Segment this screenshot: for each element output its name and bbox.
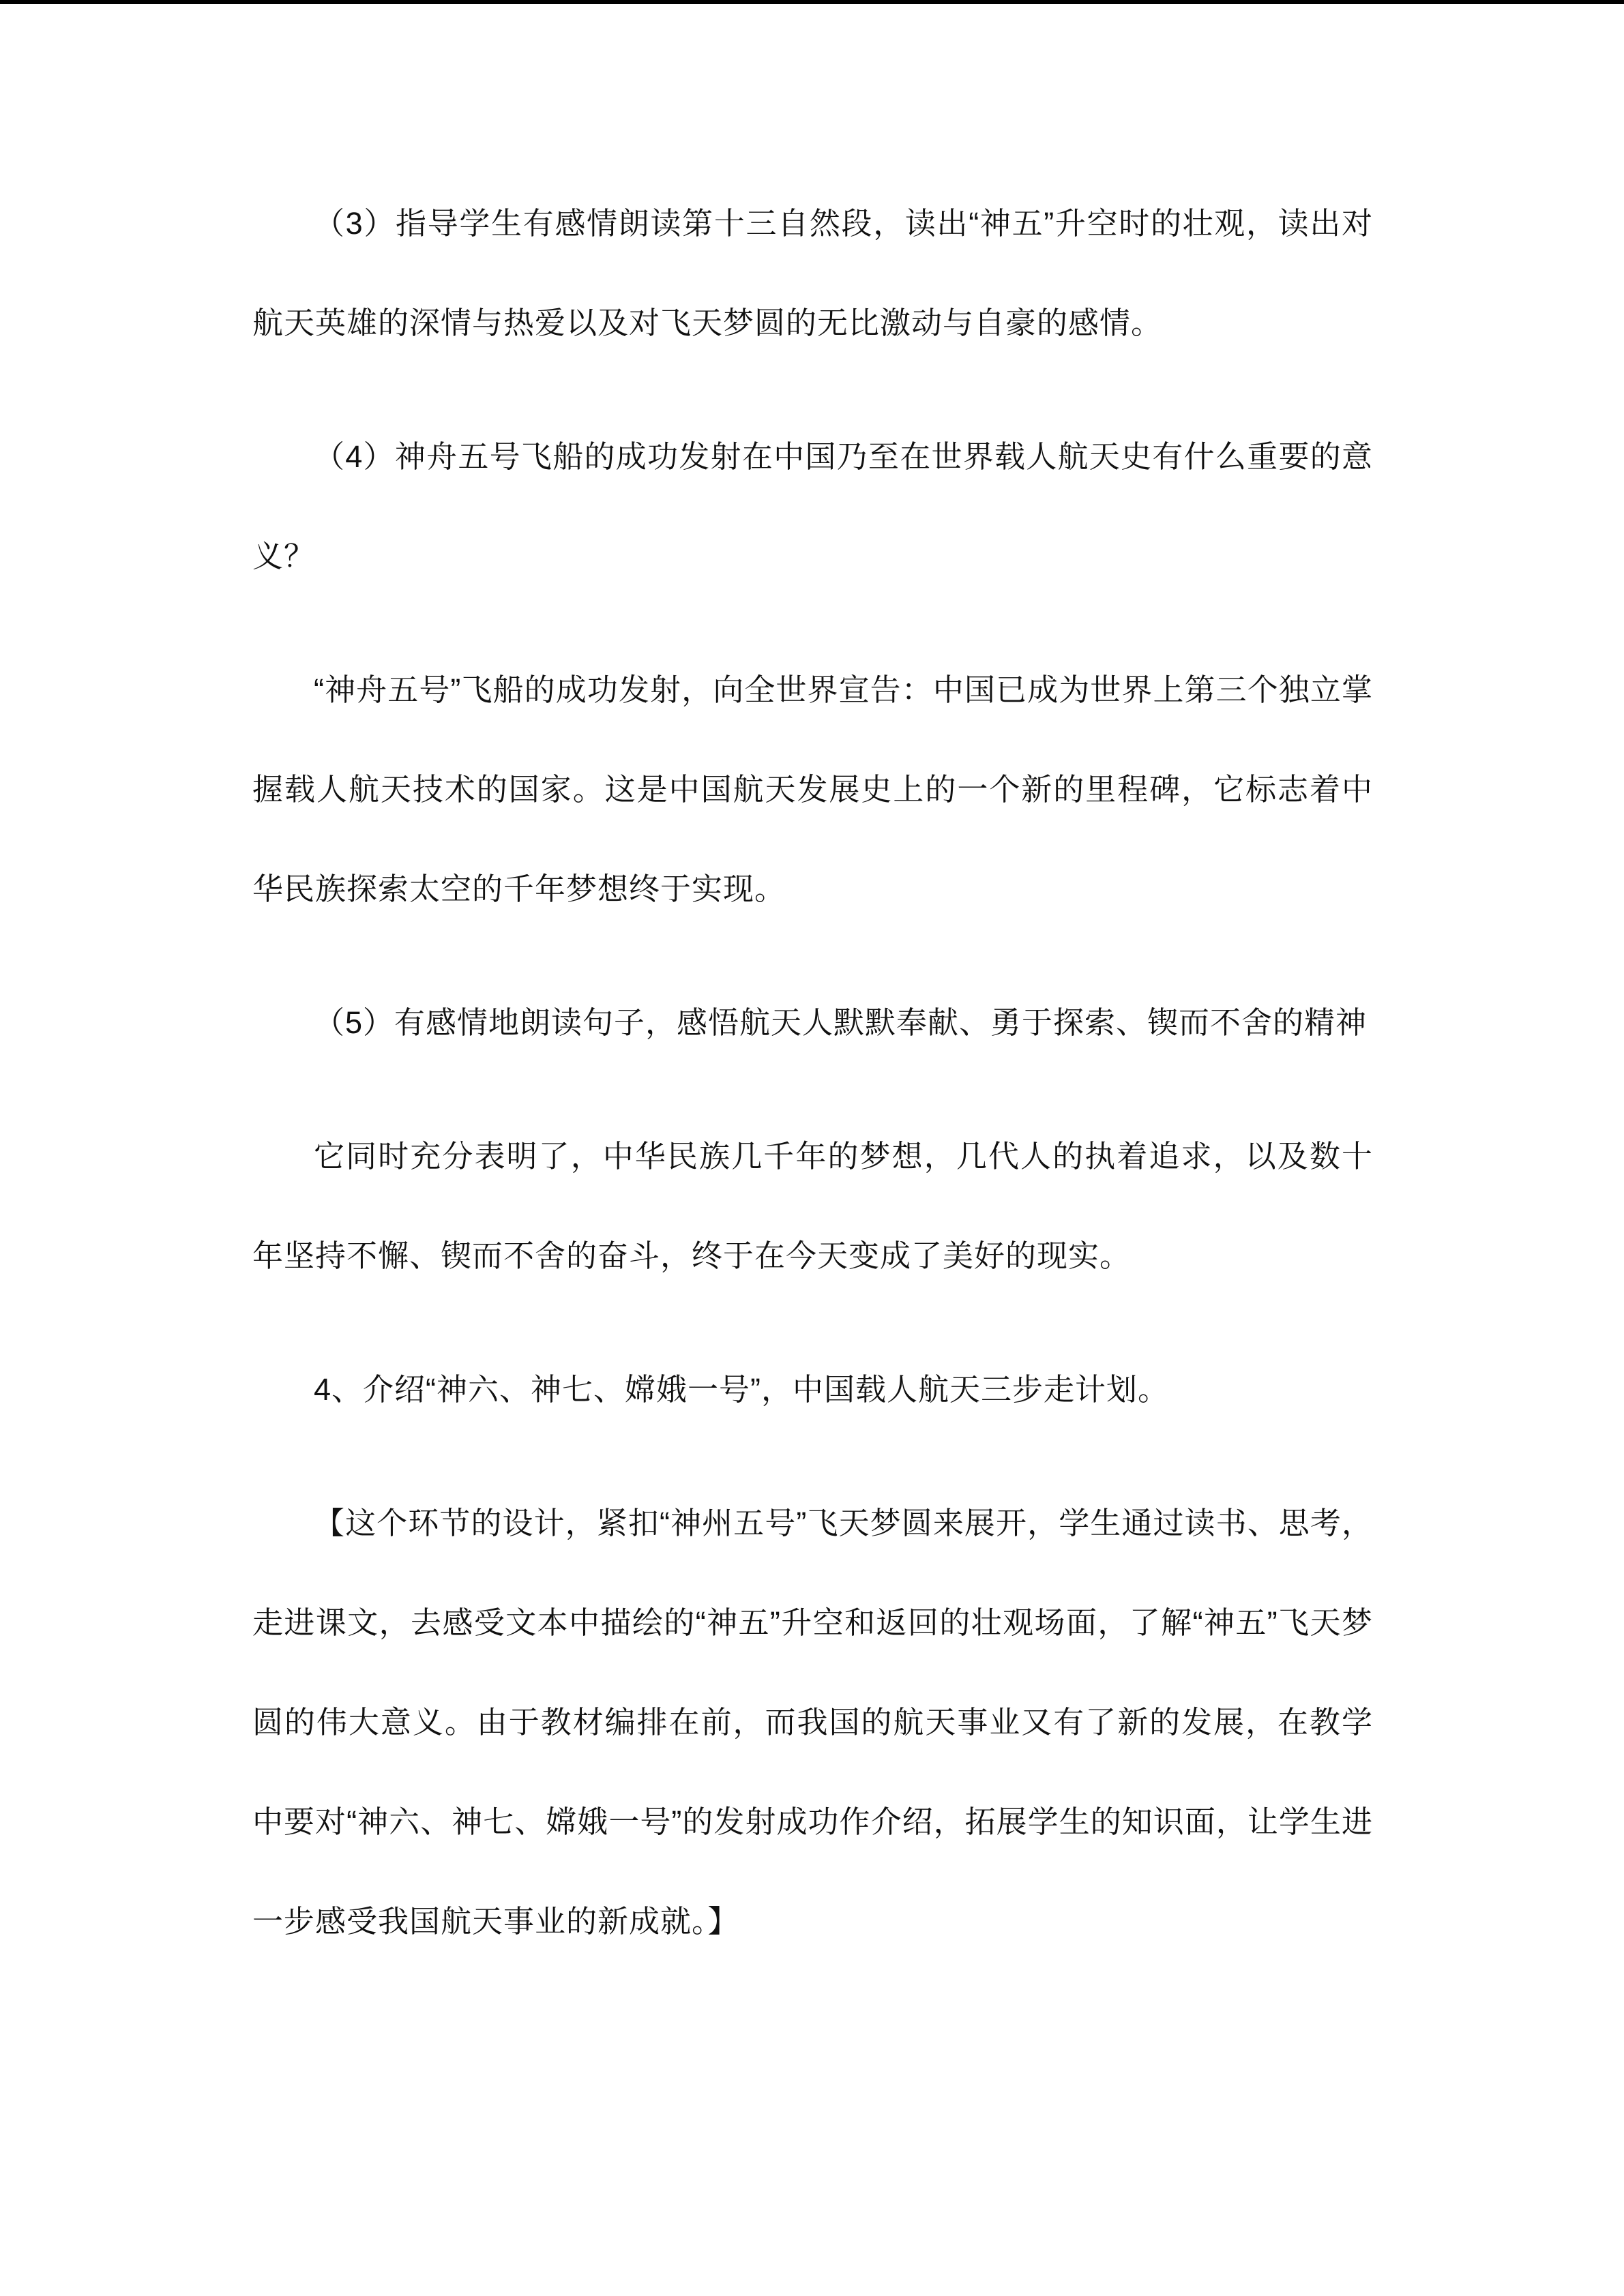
- paragraph: 4、介绍“神六、神七、嫦娥一号”，中国载人航天三步走计划。: [314, 1372, 1169, 1407]
- paragraph: “神舟五号”飞船的成功发射，向全世界宣告：中国已成为世界上第三个独立掌握载人航天技术的国家。这是中国航天发展史上的一个新的里程碑，它标志着中华民族探索太空的千年梦想终于实现。: [252, 672, 1373, 906]
- paragraph: 【这个环节的设计，紧扣“神州五号”飞天梦圆来展开，学生通过读书、思考，走进课文，去感受文本中描绘的“神五”升空和返回的壮观场面，了解“神五”飞天梦圆的伟大意义。由于教材编排在前，而我国的航天事业又有了新的发展，在教学中要对“神六、神七、嫦娥一号”的发射成功作介绍，拓展学生的知识面，让学生进一步感受我国航天事业的新成就。】: [252, 1506, 1373, 1939]
- paragraph: （3）指导学生有感情朗读第十三自然段，读出“神五”升空时的壮观，读出对航天英雄的深情与热爱以及对飞天梦圆的无比激动与自豪的感情。: [252, 206, 1373, 340]
- document-body: [252, 174, 1373, 1971]
- paragraph: 它同时充分表明了，中华民族几千年的梦想，几代人的执着追求，以及数十年坚持不懈、锲而不舍的奋斗，终于在今天变成了美好的现实。: [252, 1139, 1373, 1273]
- paragraph: （4）神舟五号飞船的成功发射在中国乃至在世界载人航天史有什么重要的意义？: [252, 439, 1373, 573]
- page-top-border: [0, 0, 1624, 4]
- paragraph: （5）有感情地朗读句子，感悟航天人默默奉献、勇于探索、锲而不舍的精神: [314, 1005, 1368, 1040]
